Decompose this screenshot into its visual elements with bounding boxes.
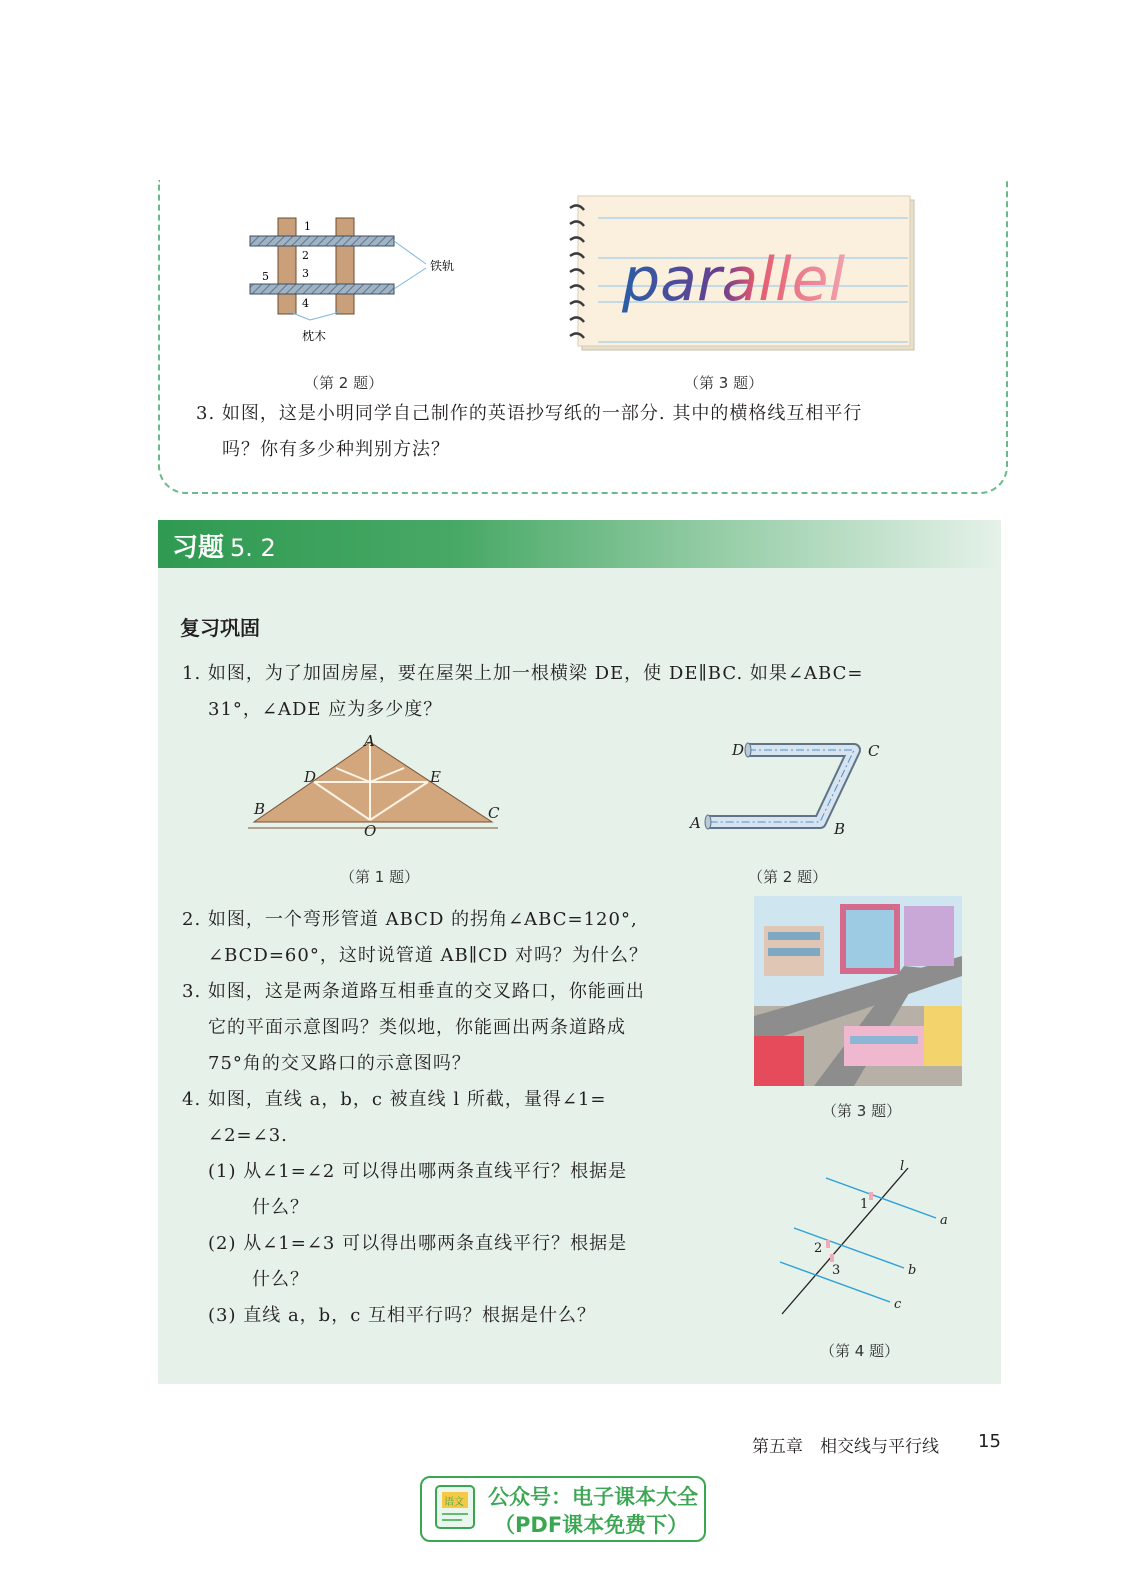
- notebook-figure: [568, 194, 918, 352]
- chapter-footer: 第五章 相交线与平行线: [752, 1437, 939, 1457]
- watermark-line1: 公众号：电子课本大全: [488, 1485, 698, 1509]
- page-number: 15: [978, 1431, 1001, 1452]
- truss-figure: [244, 732, 514, 842]
- caption-fig4: （第 4 题）: [820, 1342, 900, 1360]
- q3-line3: 75°角的交叉路口的示意图吗？: [208, 1053, 471, 1074]
- q4-line1: 4. 如图，直线 a，b，c 被直线 l 所截，量得∠1=: [182, 1089, 607, 1110]
- truss-point-D: D: [304, 768, 317, 786]
- pipe-figure: [686, 734, 896, 838]
- intersection-figure: [754, 896, 962, 1086]
- spiral-binding: [570, 205, 584, 338]
- line-label-a: a: [940, 1213, 948, 1228]
- q4-sub1-line1: (1) 从∠1=∠2 可以得出哪两条直线平行？根据是: [208, 1161, 628, 1182]
- q4-line2: ∠2=∠3.: [208, 1125, 288, 1146]
- rail-top: [250, 236, 394, 246]
- activity-q3-line2: 吗？你有多少种判别方法？: [222, 439, 450, 460]
- caption-fig2: （第 2 题）: [748, 868, 828, 886]
- section-title: 复习巩固: [180, 616, 260, 640]
- truss-point-B: B: [254, 800, 266, 818]
- rails-label-2: 2: [302, 249, 309, 262]
- sleeper-right: [336, 218, 354, 314]
- pipe-point-C: C: [868, 742, 880, 760]
- pipe-point-A: A: [690, 814, 701, 832]
- truss-point-A: A: [364, 732, 375, 750]
- parallel-word: parallel: [622, 245, 846, 315]
- line-label-b: b: [908, 1263, 917, 1278]
- angle-label-2: 2: [814, 1241, 823, 1256]
- truss-point-E: E: [430, 768, 441, 786]
- sleeper-label: 枕木: [302, 329, 327, 343]
- caption-top-fig3: （第 3 题）: [684, 374, 764, 392]
- angle-label-1: 1: [860, 1197, 869, 1212]
- angle-label-3: 3: [832, 1263, 841, 1278]
- rails-figure: [240, 212, 480, 352]
- q2-line2: ∠BCD=60°，这时说管道 AB∥CD 对吗？为什么？: [208, 945, 649, 966]
- pipe-point-D: D: [732, 741, 745, 759]
- rails-label-4: 4: [302, 297, 309, 310]
- exercise-title: 习题 5. 2: [172, 533, 276, 563]
- rails-label-5: 5: [262, 270, 269, 283]
- q3-line2: 它的平面示意图吗？类似地，你能画出两条道路成: [208, 1017, 626, 1038]
- rails-label-1: 1: [304, 220, 311, 233]
- pipe-point-B: B: [834, 820, 846, 838]
- caption-top-fig2: （第 2 题）: [304, 374, 384, 392]
- q1-line2: 31°，∠ADE 应为多少度？: [208, 699, 443, 720]
- q1-line1: 1. 如图，为了加固房屋，要在屋架上加一根横梁 DE，使 DE∥BC. 如果∠ABC=: [182, 663, 864, 684]
- book-icon: [434, 1484, 480, 1532]
- activity-q3-line1: 3. 如图，这是小明同学自己制作的英语抄写纸的一部分. 其中的横格线互相平行: [196, 403, 863, 424]
- book-badge-text: 语文: [444, 1497, 464, 1508]
- transversal-figure: [774, 1154, 964, 1320]
- caption-fig1: （第 1 题）: [340, 868, 420, 886]
- rail-bottom: [250, 284, 394, 294]
- exercise-header-bar: [158, 520, 1001, 568]
- q4-sub2-line1: (2) 从∠1=∠3 可以得出哪两条直线平行？根据是: [208, 1233, 628, 1254]
- q4-sub3: (3) 直线 a，b，c 互相平行吗？根据是什么？: [208, 1305, 596, 1326]
- q4-sub1-line2: 什么？: [252, 1197, 309, 1218]
- watermark-line2: （PDF课本免费下）: [494, 1513, 689, 1537]
- rails-label-3: 3: [302, 267, 309, 280]
- truss-point-C: C: [488, 804, 500, 822]
- q4-sub2-line2: 什么？: [252, 1269, 309, 1290]
- q3-line1: 3. 如图，这是两条道路互相垂直的交叉路口，你能画出: [182, 981, 645, 1002]
- line-label-c: c: [894, 1297, 902, 1312]
- q2-line1: 2. 如图，一个弯形管道 ABCD 的拐角∠ABC=120°,: [182, 909, 638, 930]
- caption-fig3: （第 3 题）: [822, 1102, 902, 1120]
- truss-point-O: O: [364, 822, 377, 840]
- line-label-l: l: [900, 1159, 905, 1174]
- rail-label: 铁轨: [430, 259, 455, 273]
- sleeper-left: [278, 218, 296, 314]
